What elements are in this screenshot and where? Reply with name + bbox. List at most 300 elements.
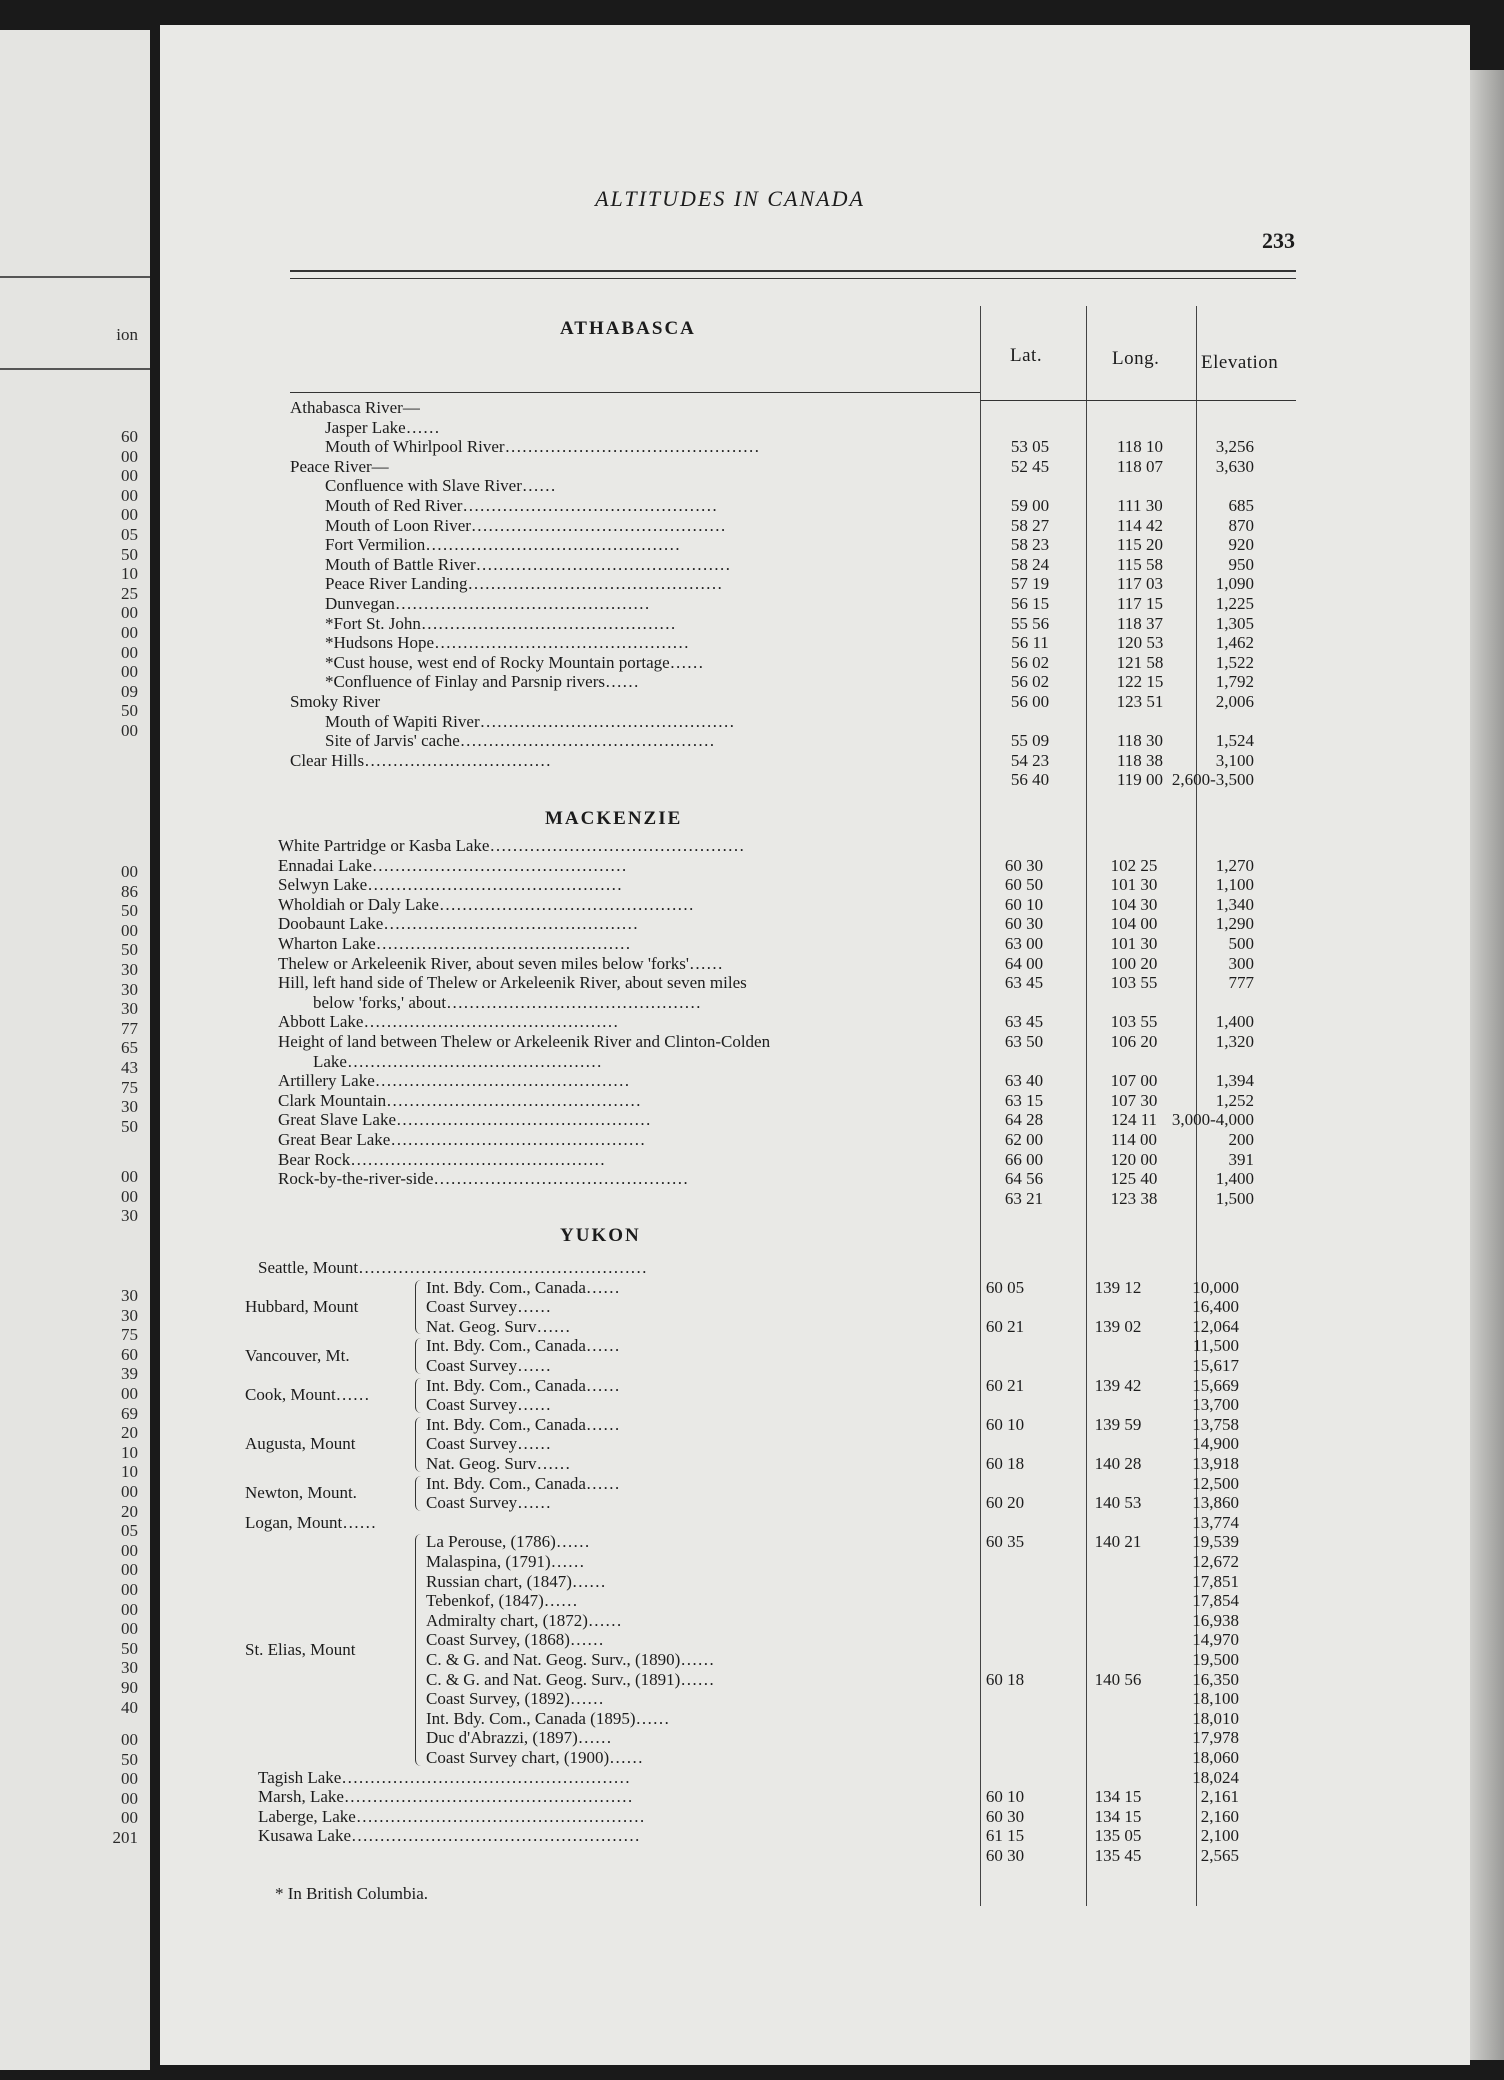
column-header-elevation: Elevation <box>1201 352 1279 373</box>
row-elevation: 1,225 <box>1215 594 1254 613</box>
left-page-fragment: 00 <box>121 1167 138 1186</box>
left-page-fragment: 30 <box>121 1097 138 1117</box>
row-label: Lake……………………………………… <box>313 1051 602 1071</box>
table-row <box>0 770 1310 790</box>
left-page-fragment: 00 <box>121 642 138 662</box>
left-page-fragment: 00 <box>121 1808 138 1828</box>
table-row <box>0 1787 1310 1807</box>
table-row <box>0 574 1310 594</box>
row-label: Laberge, Lake…………………………………………… <box>258 1806 645 1826</box>
row-latitude: 58 24 <box>1010 554 1050 574</box>
row-label: *Confluence of Finlay and Parsnip rivers…… <box>325 672 639 692</box>
row-longitude: 117 03 <box>1116 574 1164 594</box>
header-rule <box>290 278 1296 279</box>
table-row <box>0 1474 1310 1494</box>
table-row <box>0 731 1310 751</box>
survey-reference: Coast Survey…… <box>426 1395 552 1415</box>
row-label: Clark Mountain……………………………………… <box>278 1090 642 1110</box>
row-elevation: 2,600-3,500 <box>1171 770 1254 790</box>
row-latitude: 58 27 <box>1010 515 1050 535</box>
table-row <box>0 1150 1310 1170</box>
left-page-fragment: 00 <box>121 623 138 642</box>
left-page-fragment: 30 <box>121 979 138 999</box>
footnote: * In British Columbia. <box>275 1884 428 1903</box>
table-row <box>0 1278 1310 1298</box>
row-latitude: 60 18 <box>985 1669 1025 1689</box>
left-page-fragment: 10 <box>121 1462 138 1482</box>
row-longitude: 120 00 <box>1110 1149 1158 1169</box>
row-longitude: 119 00 <box>1116 770 1164 790</box>
row-elevation: 3,256 <box>1215 437 1254 457</box>
left-page-fragment: 30 <box>121 1286 138 1305</box>
row-latitude: 60 50 <box>1004 875 1044 895</box>
row-elevation: 1,290 <box>1215 914 1254 934</box>
page-edge <box>1470 70 1504 2060</box>
table-row <box>0 594 1310 614</box>
row-elevation: 950 <box>1228 554 1254 574</box>
left-page-fragment: 75 <box>121 1077 138 1097</box>
left-page-fragment: 00 <box>121 1540 138 1560</box>
left-page-fragment: 60 <box>121 1344 138 1364</box>
row-label: Athabasca River— <box>290 398 420 417</box>
row-longitude: 134 15 <box>1094 1787 1142 1807</box>
row-longitude: 115 20 <box>1116 535 1164 555</box>
left-page-fragment: 50 <box>121 701 138 721</box>
table-row <box>0 934 1310 954</box>
table-row <box>0 1493 1310 1513</box>
left-page-fragment: 10 <box>121 1442 138 1462</box>
table-row <box>0 437 1310 457</box>
row-latitude: 56 02 <box>1010 652 1050 672</box>
row-longitude: 140 28 <box>1094 1454 1142 1473</box>
table-row <box>0 993 1310 1013</box>
row-elevation: 200 <box>1228 1130 1254 1149</box>
left-page-fragment: 00 <box>121 466 138 486</box>
left-page-fragment: 77 <box>121 1018 138 1038</box>
row-latitude: 60 35 <box>985 1532 1025 1552</box>
table-row <box>0 1689 1310 1709</box>
survey-reference: Nat. Geog. Surv…… <box>426 1454 571 1473</box>
table-row <box>0 1532 1310 1552</box>
row-longitude: 123 51 <box>1116 692 1164 711</box>
row-elevation: 1,340 <box>1215 894 1254 914</box>
left-page-fragment: 05 <box>121 525 138 544</box>
row-elevation: 870 <box>1228 515 1254 535</box>
row-longitude: 111 30 <box>1117 496 1163 515</box>
table-row <box>0 672 1310 692</box>
row-elevation: 685 <box>1228 496 1254 515</box>
table-row <box>0 692 1310 712</box>
row-elevation: 1,792 <box>1215 672 1254 692</box>
row-label: Fort Vermilion……………………………………… <box>325 535 681 555</box>
column-header-rule <box>290 392 980 393</box>
mountain-name: Augusta, Mount <box>245 1434 356 1454</box>
row-longitude: 139 12 <box>1094 1277 1142 1297</box>
left-page-fragment: 50 <box>121 1116 138 1136</box>
row-latitude: 58 23 <box>1010 535 1050 555</box>
left-page-fragment: 00 <box>121 1788 138 1808</box>
row-longitude: 118 30 <box>1116 731 1164 751</box>
row-label: Thelew or Arkeleenik River, about seven miles below 'forks'…… <box>278 953 723 973</box>
row-elevation: 1,400 <box>1215 1169 1254 1189</box>
left-page-rule <box>0 276 150 278</box>
left-page-fragment: 00 <box>121 1186 138 1206</box>
table-row <box>0 875 1310 895</box>
table-row <box>0 1395 1310 1415</box>
row-label: Peace River— <box>290 456 389 476</box>
table-row <box>0 418 1310 438</box>
row-latitude: 60 10 <box>1004 894 1044 914</box>
left-page-fragment: 39 <box>121 1364 138 1384</box>
table-row <box>0 1110 1310 1130</box>
row-label: Mouth of Battle River……………………………………… <box>325 554 731 574</box>
table-row <box>0 555 1310 575</box>
table-row <box>0 1071 1310 1091</box>
row-elevation: 1,090 <box>1215 574 1254 594</box>
left-page-fragment: 50 <box>121 940 138 960</box>
row-elevation: 18,010 <box>1192 1708 1239 1728</box>
survey-reference: Int. Bdy. Com., Canada (1895)…… <box>426 1708 670 1728</box>
row-elevation: 12,500 <box>1192 1473 1239 1493</box>
row-longitude: 139 02 <box>1094 1316 1142 1336</box>
table-row <box>0 1052 1310 1072</box>
row-elevation: 14,970 <box>1192 1630 1239 1650</box>
table-row <box>0 1454 1310 1474</box>
row-elevation: 17,851 <box>1192 1571 1239 1591</box>
survey-reference: C. & G. and Nat. Geog. Surv., (1890)…… <box>426 1650 715 1669</box>
table-row <box>0 1336 1310 1356</box>
left-page-fragment: 09 <box>121 681 138 701</box>
left-page-fragment: 00 <box>121 721 138 740</box>
row-label: Mouth of Red River……………………………………… <box>325 496 718 515</box>
row-latitude: 60 10 <box>985 1787 1025 1807</box>
row-elevation: 17,978 <box>1192 1728 1239 1748</box>
row-elevation: 19,500 <box>1192 1650 1239 1669</box>
row-elevation: 1,270 <box>1215 855 1254 875</box>
row-elevation: 1,522 <box>1215 652 1254 672</box>
table-row <box>0 1591 1310 1611</box>
table-row <box>0 712 1310 732</box>
survey-reference: Duc d'Abrazzi, (1897)…… <box>426 1728 612 1748</box>
running-head: ALTITUDES IN CANADA <box>595 186 865 211</box>
row-longitude: 115 58 <box>1116 554 1164 574</box>
table-row <box>0 856 1310 876</box>
row-latitude: 63 15 <box>1004 1090 1044 1110</box>
row-latitude: 60 05 <box>985 1277 1025 1297</box>
row-latitude: 61 15 <box>985 1826 1025 1846</box>
left-page-fragment: 30 <box>121 1658 138 1678</box>
table-row <box>0 1611 1310 1631</box>
row-longitude: 139 42 <box>1094 1375 1142 1395</box>
row-latitude: 63 45 <box>1004 973 1044 993</box>
row-label: Bear Rock……………………………………… <box>278 1149 606 1169</box>
row-latitude: 60 21 <box>985 1375 1025 1395</box>
row-elevation: 1,320 <box>1215 1032 1254 1051</box>
row-longitude: 117 15 <box>1116 594 1164 613</box>
table-row <box>0 457 1310 477</box>
row-elevation: 1,500 <box>1215 1188 1254 1208</box>
table-row <box>0 973 1310 993</box>
survey-reference: Coast Survey, (1892)…… <box>426 1689 604 1709</box>
row-longitude: 101 30 <box>1110 934 1158 953</box>
row-label: Clear Hills…………………………… <box>290 750 552 770</box>
row-latitude: 56 02 <box>1010 672 1050 692</box>
mountain-name: Hubbard, Mount <box>245 1297 359 1317</box>
row-elevation: 3,630 <box>1215 456 1254 476</box>
row-elevation: 10,000 <box>1192 1277 1239 1297</box>
table-row <box>0 1186 1310 1209</box>
row-label: Great Slave Lake……………………………………… <box>278 1110 651 1130</box>
left-page-fragment: 00 <box>121 862 138 881</box>
row-latitude: 60 30 <box>1004 855 1044 875</box>
row-latitude: 64 56 <box>1004 1169 1044 1189</box>
row-longitude: 140 21 <box>1094 1532 1142 1552</box>
row-longitude: 114 42 <box>1116 515 1164 535</box>
left-page-fragment: 50 <box>121 901 138 921</box>
survey-reference: Int. Bdy. Com., Canada…… <box>426 1414 620 1434</box>
table-row <box>0 836 1310 856</box>
left-page-fragment: 30 <box>121 960 138 979</box>
row-latitude: 54 23 <box>1010 750 1050 770</box>
table-row <box>0 1513 1310 1533</box>
row-label: Jasper Lake…… <box>325 417 440 437</box>
row-elevation: 18,100 <box>1192 1689 1239 1709</box>
row-longitude: 102 25 <box>1110 855 1158 875</box>
table-row <box>0 535 1310 555</box>
row-longitude: 107 00 <box>1110 1071 1158 1091</box>
row-label: Doobaunt Lake……………………………………… <box>278 914 639 934</box>
mountain-name: Logan, Mount…… <box>245 1512 377 1532</box>
row-latitude: 63 45 <box>1004 1012 1044 1032</box>
row-longitude: 124 11 <box>1110 1110 1158 1130</box>
row-label: Mouth of Wapiti River……………………………………… <box>325 711 735 731</box>
row-label: Wharton Lake……………………………………… <box>278 934 631 953</box>
left-page-fragment: 43 <box>121 1058 138 1077</box>
row-label: Selwyn Lake……………………………………… <box>278 875 623 895</box>
table-row <box>0 1748 1310 1768</box>
left-page-fragment: 50 <box>121 544 138 564</box>
table-row <box>0 954 1310 974</box>
row-latitude: 63 40 <box>1004 1071 1044 1091</box>
survey-reference: Coast Survey…… <box>426 1493 552 1513</box>
row-latitude: 55 09 <box>1010 731 1050 751</box>
table-row <box>0 614 1310 634</box>
row-elevation: 15,617 <box>1192 1356 1239 1375</box>
row-longitude: 123 38 <box>1110 1188 1158 1208</box>
left-page-fragment: 69 <box>121 1403 138 1423</box>
row-elevation: 13,758 <box>1192 1414 1239 1434</box>
row-label: Seattle, Mount…………………………………………… <box>258 1258 648 1277</box>
row-elevation: 1,305 <box>1215 613 1254 633</box>
table-row <box>0 633 1310 653</box>
column-header-lat: Lat. <box>1010 345 1043 366</box>
left-page-fragment: 50 <box>121 1749 138 1769</box>
row-label: *Hudsons Hope……………………………………… <box>325 633 690 653</box>
row-latitude: 52 45 <box>1010 456 1050 476</box>
table-row <box>0 1572 1310 1592</box>
row-latitude: 60 30 <box>1004 914 1044 934</box>
row-elevation: 1,524 <box>1215 731 1254 751</box>
survey-reference: Admiralty chart, (1872)…… <box>426 1610 622 1630</box>
row-longitude: 121 58 <box>1116 652 1164 672</box>
row-latitude: 62 00 <box>1004 1130 1044 1149</box>
row-latitude: 56 11 <box>1011 633 1049 653</box>
table-row <box>0 895 1310 915</box>
mountain-name: Newton, Mount. <box>245 1483 357 1503</box>
left-page-fragment: 00 <box>121 1769 138 1789</box>
table-row <box>0 1826 1310 1846</box>
row-elevation: 3,100 <box>1215 750 1254 770</box>
row-latitude: 60 30 <box>985 1846 1025 1865</box>
section-heading: MACKENZIE <box>545 808 683 829</box>
row-elevation: 1,394 <box>1215 1071 1254 1091</box>
row-elevation: 12,672 <box>1192 1552 1239 1571</box>
row-latitude: 63 00 <box>1004 934 1044 953</box>
row-label: Great Bear Lake……………………………………… <box>278 1130 646 1149</box>
row-longitude: 104 00 <box>1110 914 1158 934</box>
row-label: Wholdiah or Daly Lake……………………………………… <box>278 894 694 914</box>
row-elevation: 391 <box>1228 1149 1254 1169</box>
left-page-fragment: 201 <box>112 1828 138 1847</box>
row-label: Mouth of Whirlpool River……………………………………… <box>325 437 760 457</box>
brace <box>415 1534 422 1765</box>
left-page-fragment: 30 <box>121 999 138 1019</box>
brace <box>415 1476 422 1511</box>
left-page-fragment: 30 <box>121 1206 138 1226</box>
row-elevation: 13,700 <box>1192 1395 1239 1415</box>
left-page-fragment: 00 <box>121 1619 138 1639</box>
table-row <box>0 1091 1310 1111</box>
table-row <box>0 1552 1310 1572</box>
row-latitude: 60 20 <box>985 1493 1025 1513</box>
left-page-fragment: 10 <box>121 564 138 584</box>
table-row <box>0 1169 1310 1189</box>
row-label: Smoky River <box>290 692 381 711</box>
survey-reference: Coast Survey, (1868)…… <box>426 1630 604 1650</box>
row-elevation: 14,900 <box>1192 1434 1239 1454</box>
row-latitude: 63 21 <box>1004 1188 1044 1208</box>
survey-reference: Coast Survey chart, (1900)…… <box>426 1748 644 1767</box>
left-page-fragment: 30 <box>121 1305 138 1325</box>
row-label: Artillery Lake……………………………………… <box>278 1071 630 1091</box>
survey-reference: Russian chart, (1847)…… <box>426 1571 606 1591</box>
row-longitude: 106 20 <box>1110 1032 1158 1051</box>
row-elevation: 15,669 <box>1192 1375 1239 1395</box>
left-page-fragment: 00 <box>121 485 138 505</box>
left-page-fragment: 00 <box>121 662 138 682</box>
row-elevation: 2,100 <box>1200 1826 1239 1846</box>
table-row <box>0 1356 1310 1376</box>
survey-reference: Coast Survey…… <box>426 1297 552 1317</box>
table-row <box>0 1728 1310 1748</box>
table-row <box>0 516 1310 536</box>
left-page-fragment: 00 <box>121 1730 138 1749</box>
left-page-fragment: ion <box>116 325 138 344</box>
row-elevation: 2,006 <box>1215 692 1254 711</box>
row-elevation: 18,024 <box>1192 1767 1239 1787</box>
row-label: *Cust house, west end of Rocky Mountain portage…… <box>325 652 704 672</box>
row-longitude: 114 00 <box>1110 1130 1158 1149</box>
left-page-fragment: 25 <box>121 583 138 603</box>
row-elevation: 13,774 <box>1192 1512 1239 1532</box>
row-latitude: 60 30 <box>985 1806 1025 1826</box>
row-label: Hill, left hand side of Thelew or Arkeleenik River, about seven miles <box>278 973 747 993</box>
mountain-name: Cook, Mount…… <box>245 1385 370 1405</box>
row-label: Ennadai Lake……………………………………… <box>278 855 627 875</box>
left-page-fragment: 60 <box>121 427 138 446</box>
table-row <box>0 1032 1310 1052</box>
table-row <box>0 1846 1310 1866</box>
left-page-fragment: 65 <box>121 1038 138 1058</box>
table-row <box>0 914 1310 934</box>
left-page-fragment: 00 <box>121 505 138 525</box>
row-elevation: 16,938 <box>1192 1610 1239 1630</box>
row-elevation: 19,539 <box>1192 1532 1239 1552</box>
row-longitude: 120 53 <box>1116 633 1164 653</box>
left-page-fragment: 90 <box>121 1678 138 1697</box>
row-label: Rock-by-the-river-side……………………………………… <box>278 1169 689 1189</box>
row-latitude: 56 00 <box>1010 692 1050 711</box>
left-page-fragment: 00 <box>121 1482 138 1501</box>
section-heading: ATHABASCA <box>560 318 696 339</box>
brace <box>415 1280 422 1335</box>
row-label: Mouth of Loon River……………………………………… <box>325 515 726 535</box>
survey-reference: C. & G. and Nat. Geog. Surv., (1891)…… <box>426 1669 715 1689</box>
row-elevation: 13,860 <box>1192 1493 1239 1513</box>
row-elevation: 2,565 <box>1200 1846 1239 1865</box>
page-number: 233 <box>1262 228 1295 253</box>
row-label: Site of Jarvis' cache……………………………………… <box>325 731 715 751</box>
brace <box>415 1378 422 1413</box>
row-elevation: 2,161 <box>1200 1787 1239 1807</box>
survey-reference: Malaspina, (1791)…… <box>426 1552 585 1571</box>
row-latitude: 60 21 <box>985 1316 1025 1336</box>
row-label: below 'forks,' about……………………………………… <box>313 992 702 1012</box>
table-row <box>0 1012 1310 1032</box>
row-latitude: 53 05 <box>1010 437 1050 457</box>
row-latitude: 56 15 <box>1010 594 1050 613</box>
left-page-fragment: 00 <box>121 920 138 940</box>
row-label: Confluence with Slave River…… <box>325 476 556 496</box>
row-elevation: 300 <box>1228 953 1254 973</box>
header-rule <box>290 270 1296 272</box>
row-longitude: 140 53 <box>1094 1493 1142 1513</box>
survey-reference: Nat. Geog. Surv…… <box>426 1316 571 1336</box>
table-row <box>0 751 1310 771</box>
table-row <box>0 1130 1310 1150</box>
row-longitude: 107 30 <box>1110 1090 1158 1110</box>
row-label: *Fort St. John……………………………………… <box>325 613 676 633</box>
row-elevation: 11,500 <box>1192 1336 1239 1356</box>
left-page-fragment: 20 <box>121 1501 138 1521</box>
left-page-fragment: 40 <box>121 1697 138 1717</box>
left-page-fragment: 00 <box>121 1599 138 1619</box>
survey-reference: Int. Bdy. Com., Canada…… <box>426 1277 620 1297</box>
row-longitude: 118 37 <box>1116 613 1164 633</box>
left-page-fragment: 05 <box>121 1521 138 1541</box>
row-longitude: 135 45 <box>1094 1846 1142 1865</box>
row-elevation: 12,064 <box>1192 1316 1239 1336</box>
row-latitude: 60 10 <box>985 1414 1025 1434</box>
row-longitude: 135 05 <box>1094 1826 1142 1846</box>
row-label: Marsh, Lake…………………………………………… <box>258 1787 633 1807</box>
left-page-fragment: 20 <box>121 1423 138 1443</box>
left-page-fragment: 00 <box>121 446 138 466</box>
left-page-fragment: 50 <box>121 1638 138 1658</box>
row-latitude: 63 50 <box>1004 1032 1044 1051</box>
row-elevation: 1,400 <box>1215 1012 1254 1032</box>
row-longitude: 103 55 <box>1110 973 1158 993</box>
